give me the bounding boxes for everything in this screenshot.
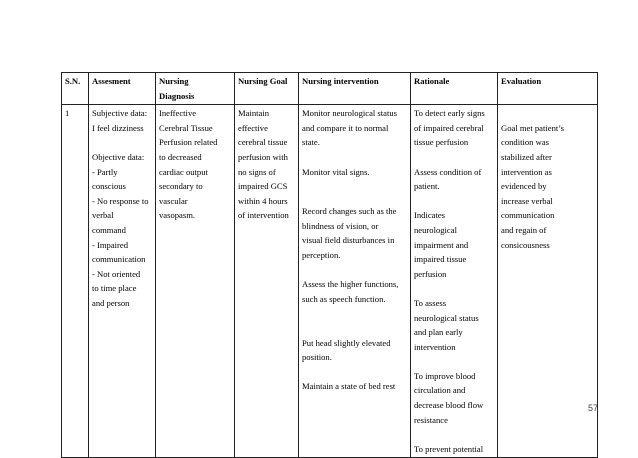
rationale-item: To improve blood circulation and decrease blood flow resistance [414,370,484,425]
intervention-item: Put head slightly elevated position. [302,337,391,363]
header-rationale: Rationale [411,73,498,105]
intervention-item: Record changes such as the blindness of vision, or visual field disturbances in perception. [302,206,397,260]
intervention-item: Maintain a state of bed rest [302,381,396,392]
table-row [62,105,598,458]
cell-sn: 1 [62,105,89,458]
intervention-item: Monitor vital signs. [302,166,370,177]
header-sn: S.N. [62,73,89,105]
rationale-item: Assess condition of patient. [414,166,482,192]
rationale-item: To assess neurological status and plan early intervention [414,297,479,352]
header-diagnosis: Nursing Diagnosis [156,73,235,105]
cell-diagnosis: Ineffective Cerebral Tissue Perfusion related to decreased cardiac output secondary to vascular vasopasm. [156,105,235,458]
page-number: 57 [587,403,598,413]
cell-evaluation: Goal met patient’s condition was stabilized after intervention as evidenced by increase verbal communication and regain of consicousness [498,105,598,458]
header-row [62,73,598,105]
cell-intervention [299,105,411,458]
nursing-care-plan-table [61,72,598,458]
rationale-item: To detect early signs of impaired cerebral tissue perfusion [414,108,485,148]
cell-assessment: Subjective data: I feel dizziness Objective data: - Partly conscious - No response to verbal command - Impaired communication - Not oriented to time place and person [89,105,156,458]
header-intervention: Nursing intervention [299,73,411,105]
header-evaluation: Evaluation [498,73,598,105]
rationale-item: Indicates neurological impairment and impaired tissue perfusion [414,210,469,279]
header-goal: Nursing Goal [235,73,299,105]
rationale-item: To prevent potential [414,443,484,454]
intervention-item: Monitor neurological status and compare it to normal state. [302,108,397,148]
cell-goal: Maintain effective cerebral tissue perfusion with no signs of impaired GCS within 4 hours of intervention [235,105,299,458]
header-assessment: Assesment [89,73,156,105]
intervention-item: Assess the higher functions, such as speech function. [302,279,399,304]
cell-rationale [411,105,498,458]
